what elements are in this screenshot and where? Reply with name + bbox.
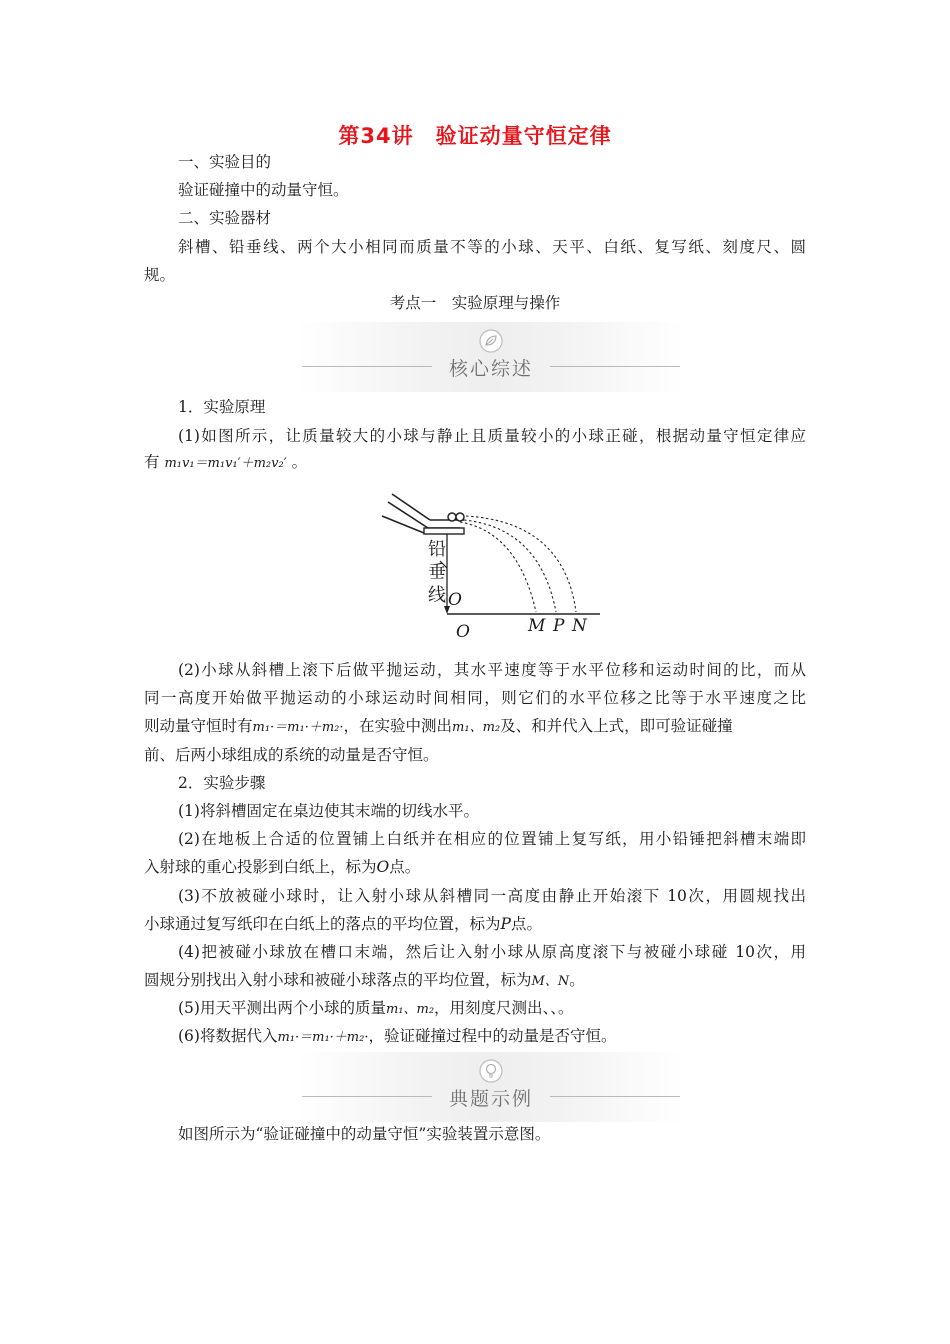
principle-p1-line2: 有 m₁v₁＝m₁v₁′＋m₂v₂′ 。 [144,453,308,471]
step-6: (6)将数据代入m₁·＝m₁·＋m₂·，验证碰撞过程中的动量是否守恒。 [178,1027,617,1045]
section1-heading: 一、实验目的 [178,153,272,171]
banner-example [298,1052,684,1122]
step-2-line1: (2)在地板上合适的位置铺上白纸并在相应的位置铺上复写纸，用小铅锤把斜槽末端即 [178,830,806,848]
principle-p2-line1: (2)小球从斜槽上滚下后做平抛运动，其水平速度等于水平位移和运动时间的比，而从 [178,661,806,679]
step-3-line1: (3)不放被碰小球时，让入射小球从斜槽同一高度由静止开始滚下 10次，用圆规找出 [178,887,806,905]
banner-example-text: 典题示例 [448,1088,533,1110]
step-1: (1)将斜槽固定在桌边使其末端的切线水平。 [178,802,479,820]
example-intro: 如图所示为“验证碰撞中的动量守恒”实验装置示意图。 [178,1125,551,1143]
banner-core-summary-text: 核心综述 [448,358,533,380]
incident-ball [448,513,456,521]
step-3-line2: 小球通过复写纸印在白纸上的落点的平均位置，标为P点。 [144,915,542,933]
step-4-line1: (4)把被碰小球放在槽口末端，然后让入射小球从原高度滚下与被碰小球碰 10次，用 [178,943,806,961]
principle-p2-line2: 同一高度开始做平抛运动的小球运动时间相同，则它们的水平位移之比等于水平速度之比 [144,689,806,707]
step-2-line2: 入射球的重心投影到白纸上，标为O点。 [144,858,421,876]
label-m: M [528,616,546,636]
plumb-line-label: 铅 垂 线 [428,539,446,606]
page-title: 第34讲 验证动量守恒定律 [338,124,612,148]
experiment-figure [368,480,608,645]
label-o: O [456,622,470,642]
trajectory-m [460,522,536,612]
label-n: N [572,616,587,636]
trajectory-p [464,520,556,612]
section2-line2: 规。 [144,266,176,284]
principle-p2-line3: 则动量守恒时有m₁·＝m₁·＋m₂·，在实验中测出m₁、m₂及、和并代入上式，即可验证碰撞 [144,717,733,735]
principle-p2-line4: 前、后两小球组成的系统的动量是否守恒。 [144,746,439,764]
momentum-formula: m₁v₁＝m₁v₁′＋m₂v₂′ [164,456,287,471]
section1-text: 验证碰撞中的动量守恒。 [178,181,349,199]
section2-heading: 二、实验器材 [178,209,272,227]
lightbulb-icon [478,1058,504,1084]
target-ball [456,513,464,521]
principle-p1-line1: (1)如图所示，让质量较大的小球与静止且质量较小的小球正碰，根据动量守恒定律应 [178,427,806,445]
kaodian-heading: 考点一 实验原理与操作 [389,294,561,312]
banner-core-summary [298,322,684,392]
step-4-line2: 圆规分别找出入射小球和被碰小球落点的平均位置，标为M、N。 [144,971,585,989]
momentum-formula-2: m₁·＝m₁·＋m₂· [252,720,344,735]
label-o-upper: O [448,590,462,610]
leaf-icon [478,328,504,354]
steps-heading: 2．实验步骤 [178,774,266,792]
section2-line1: 斜槽、铅垂线、两个大小相同而质量不等的小球、天平、白纸、复写纸、刻度尺、圆 [178,238,806,256]
label-p: P [553,616,565,636]
trajectory-n [466,516,576,612]
principle-heading: 1．实验原理 [178,398,266,416]
step-5: (5)用天平测出两个小球的质量m₁、m₂，用刻度尺测出、、。 [178,999,574,1017]
